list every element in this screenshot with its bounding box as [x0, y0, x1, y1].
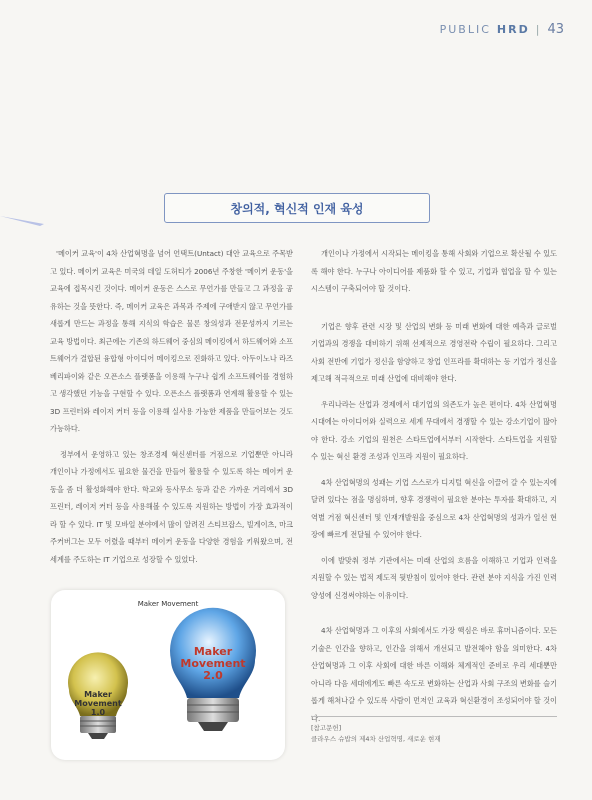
maker-movement-figure	[51, 590, 285, 760]
bulb-1-label-line: Movement	[74, 699, 122, 708]
paragraph: 이에 발맞춰 정부 기관에서는 미래 산업의 흐름을 이해하고 기업과 인력을 지원할 수 있는 법적 제도적 뒷받침이 있어야 한다. 관련 분야 지식을 가진 인력 양성에 신경써야하는 이유이다.	[311, 555, 557, 600]
pointer-arrow-icon	[0, 214, 44, 226]
bulb-2-label	[171, 646, 255, 682]
references-heading: [참고문헌]	[311, 724, 342, 732]
right-column	[311, 245, 557, 735]
paragraph: 4차 산업혁명의 성패는 기업 스스로가 디지털 혁신을 이끌어 갈 수 있는지에 달려 있다는 점을 명심하며, 향후 경쟁력이 필요한 분야는 투자를 확대하고, 지역별 거점 혁신센터 및 인재개발원을 중심으로 4차 산업혁명의 성과가 일선 현장에 빠르게 전달될 수 있어야 한다.	[311, 477, 557, 539]
bulb-2-label-line: Movement	[180, 657, 246, 670]
reference-item: 클라우스 슈밥의 제4차 산업혁명, 새로운 현재	[311, 735, 441, 743]
header-hrd: HRD	[496, 23, 530, 36]
references	[311, 716, 557, 745]
bulb-1-label-line: Maker	[84, 690, 112, 699]
paragraph: 개인이나 가정에서 시작되는 메이킹을 통해 사회와 기업으로 확산될 수 있도록 해야 한다. 누구나 아이디어를 제품화 할 수 있고, 기업과 협업을 할 수 있는 시스템이 구축되어야 할 것이다.	[311, 249, 557, 293]
paragraph: 4차 산업혁명과 그 이후의 사회에서도 가장 핵심은 바로 휴머니즘이다. 모든 기술은 인간을 향하고, 인간을 위해서 개선되고 발전해야 함을 의미한다. 4차 산업혁명과 그 이후 사회에 대한 바른 이해와 체계적인 준비로 우리 세대뿐만 아니라 다음 세대에게도 빠른 속도로 변화하는 산업과 사회 구조의 변화를 슬기롭게 해쳐나갈 수 있도록 사람이 먼저인 교육과 혁신환경이 조성되어야 할 것이다.	[311, 626, 557, 723]
bulb-1-label-line: 1.0	[90, 708, 106, 717]
figure-title: Maker Movement	[137, 600, 199, 608]
left-column	[50, 245, 293, 576]
paragraph: 기업은 향후 관련 시장 및 산업의 변화 등 미래 변화에 대한 예측과 글로벌 기업과의 경쟁을 대비하기 위해 선제적으로 경영전략 수립이 필요하다. 그리고 사회 전반에 기업가 정신을 함양하고 창업 인프라를 확대하는 등 기업가 정신을 제고해 적극적으로 미래 산업에 대비해야 한다.	[311, 321, 557, 383]
paragraph: 우리나라는 산업과 경제에서 대기업의 의존도가 높은 편이다. 4차 산업혁명 시대에는 아이디어와 실력으로 세계 무대에서 경쟁할 수 있는 강소기업이 많아야 한다. 강소 기업의 원천은 스타트업에서부터 시작한다. 스타트업을 지원할 수 있는 혁신 환경 조성과 인프라 지원이 필요하다.	[311, 399, 557, 461]
bulb-2-label-line: Maker	[193, 645, 233, 658]
page-header	[440, 22, 564, 37]
bulb-2-label-line: 2.0	[203, 669, 223, 682]
bulb-1-label	[69, 690, 127, 717]
paragraph: 정부에서 운영하고 있는 창조경제 혁신센터를 거점으로 기업뿐만 아니라 개인이나 가정에서도 필요한 물건을 만들어 활용할 수 있도록 하는 메이커 운동을 좀 더 활성화해야 한다. 학교와 동사무소 등과 같은 가까운 거리에서 3D 프린터, 레이저 커터 등을 사용해볼 수 있도록 지원하는 방법이 가장 효과적이라 할 수 있다. IT 및 모바일 분야에서 많이 알려진 스티브잡스, 빌게이츠, 마크주커버그는 모두 어렸을 때부터 메이커 운동을 다양한 경험을 키워왔으며, 전 세계를 주도하는 IT 기업으로 성장할 수 있었다.	[50, 449, 293, 564]
page-number: 43	[547, 22, 564, 37]
paragraph: '메이커 교육'이 4차 산업혁명을 넘어 언택트(Untact) 대안 교육으로 주목받고 있다. 메이커 교육은 미국의 데일 도허티가 2006년 주창한 '메이커 운동'을 교육에 접목시킨 것이다. 메이커 운동은 스스로 무언가를 만들고 그 과정을 공유하는 것을 뜻한다. 즉, 메이커 교육은 과목과 주제에 구애받지 않고 무언가를 새롭게 만드는 과정을 통해 지식의 학습은 물론 창의성과 전문성까지 기르는 교육 방법이다. 최근에는 기존의 하드웨어 중심의 메이킹에서 하드웨어와 소프트웨어가 결합된 융합형 아이디어 메이킹으로 진화하고 있다. 아두이노나 라즈베리파이와 같은 오픈소스 플랫폼을 이용해 누구나 쉽게 소프트웨어를 경험하고 생각했던 기능을 구현할 수 있다. 오픈소스 플랫폼과 연계해 활용할 수 있는 3D 프린터와 레이저 커터 등을 이용해 실사용 가능한 제품을 만들어보는 것도 가능하다.	[50, 249, 293, 433]
header-separator: |	[535, 23, 542, 36]
header-public: PUBLIC	[439, 23, 491, 36]
section-title: 창의적, 혁신적 인재 육성	[164, 193, 430, 223]
